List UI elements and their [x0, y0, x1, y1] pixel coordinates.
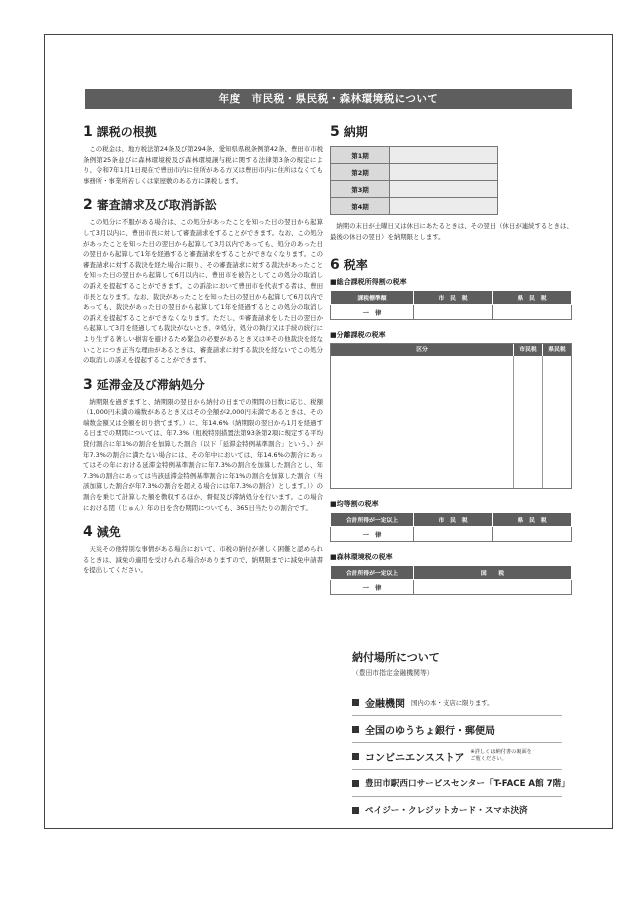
period-label: 第1期	[331, 147, 390, 164]
table-caption: ■均等割の税率	[330, 500, 379, 509]
payment-item	[352, 743, 562, 770]
table-caption: ■森林環境税の税率	[330, 553, 393, 562]
payment-item-label: 豊田市駅西口サービスセンター「T-FACE A館 7階」	[365, 779, 570, 789]
period-label: 第4期	[331, 198, 390, 215]
payment-item	[352, 716, 562, 743]
payment-period-table	[330, 146, 498, 215]
column-header: 市民税	[513, 344, 542, 356]
section-text: 天災その他特別な事情がある場合において、市税の納付が著しく困難と認められるときは、減免の適用を受けられる場合がありますので、納期限までに減免申請書を提出してください。	[83, 545, 323, 575]
payment-location-title: 納付場所について	[352, 651, 440, 664]
left-column	[83, 123, 323, 586]
section-payment-period	[330, 123, 574, 242]
period-value	[390, 147, 498, 164]
table-row	[331, 198, 498, 215]
payment-location-subtitle: （豊田市指定金融機関等）	[352, 669, 434, 677]
column-header: 区分	[416, 347, 428, 354]
document-sheet	[44, 34, 613, 829]
period-value	[390, 164, 498, 181]
table-row	[331, 527, 572, 542]
square-bullet-icon	[352, 807, 359, 814]
table-cell	[414, 580, 572, 595]
section-text: この税金は、地方税法第24条及び第294条、愛知県県税条例第42条、豊田市市税条例第25条並びに森林環境税及び森林環境譲与税に関する法律第3条の規定により、令和7年1月1日現在で豊田市内に住所がある方又は豊田市内に住所はなくても事務所・事業所若しくは家屋敷のある方に課税します。	[83, 145, 323, 185]
period-value	[390, 198, 498, 215]
payment-item-note: ※詳しくは納付書の裏面をご覧ください。	[470, 749, 532, 762]
payment-item	[352, 689, 562, 716]
section-heading: 1 課税の根拠	[83, 124, 157, 140]
table-row	[331, 580, 572, 595]
table-cell	[414, 527, 493, 542]
table-cell	[414, 305, 493, 320]
column-header: 課税標準額	[331, 291, 414, 305]
table-cell	[493, 527, 572, 542]
period-value	[390, 181, 498, 198]
square-bullet-icon	[352, 726, 359, 733]
payment-item-label: ペイジー・クレジットカード・スマホ決済	[365, 806, 528, 816]
separate-rate-table	[330, 343, 572, 489]
per-capita-rate-table	[330, 512, 572, 542]
section-late-fee	[83, 376, 323, 514]
column-header: 国 税	[414, 566, 572, 580]
section-text: 納期限を過ぎますと、納期限の翌日から納付の日までの期間の日数に応じ、税額（1,000円未満の端数があるとき又はその全額が2,000円未満であるときは、その端数金額又は全額を切り捨てます。）に、年14.6%（納期限の翌日から1月を経過する日までの期間については、年7.3%（租税特別措置法第93条第2項に規定する平均貸付割合に年1%の割合を加算した割合（以下「延滞金特例基準割合」という。）が年7.3%の割合に満たない場合には、その年中においては、年14.6%の割合にあってはその年における延滞金特例基準割合に年7.3%の割合を加算した割合とし、年7.3%の割合にあっては当該延滞金特例基準割合に年1%の割合を加算した割合（当該加算した割合が年7.3%の割合を超える場合には年7.3%の割合）とします。））の割合を乗じて計算した額を徴収するほか、督促及び滞納処分を行います。この場合における閏（じゅん）年の日を含む期間についても、365日当たりの割合です。	[83, 397, 323, 512]
section-heading: 6 税率	[330, 257, 368, 274]
income-rate-table	[330, 290, 572, 320]
payment-item-label: コンビニエンスストア	[365, 752, 465, 764]
period-label: 第2期	[331, 164, 390, 181]
column-header: 合計所得が一定以上	[331, 566, 414, 580]
table-row	[331, 305, 572, 320]
row-label: 一 律	[331, 527, 414, 542]
table-caption: ■総合課税所得割の税率	[330, 278, 407, 287]
section-heading: 3 延滞金及び滞納処分	[83, 376, 205, 393]
table-caption: ■分離課税の税率	[330, 331, 386, 340]
payment-item	[352, 797, 562, 823]
payment-period-note: 納期の末日が土曜日又は休日にあたるときは、その翌日（休日が連続するときは、最後の休日の翌日）を納期限とします。	[330, 222, 573, 241]
section-heading: 4 減免	[83, 524, 121, 541]
section-taxation-basis	[83, 123, 323, 186]
column-header: 市 民 税	[414, 513, 493, 527]
square-bullet-icon	[352, 780, 359, 787]
row-label: 一 律	[331, 580, 414, 595]
section-tax-rate	[330, 256, 574, 595]
section-heading: 5 納期	[330, 124, 368, 140]
column-header: 県 民 税	[493, 513, 572, 527]
column-header: 市 民 税	[414, 291, 493, 305]
table-cell	[493, 305, 572, 320]
table-cell	[513, 356, 542, 488]
payment-location	[352, 649, 570, 823]
payment-item	[352, 770, 570, 797]
column-header: 合計所得が一定以上	[331, 513, 414, 527]
period-label: 第3期	[331, 181, 390, 198]
section-text: この処分に不服がある場合は、この処分があったことを知った日の翌日から起算して3月以内に、豊田市長に対して審査請求をすることができます。なお、この処分があったことを知った日の翌日から起算して3月以内であっても、処分のあった日の翌日から起算して1年を経過すると審査請求をすることができなくなります。この審査請求に対する裁決を経た場合に限り、その審査請求に対する裁決があったことを知った日の翌日から起算して6月以内に、豊田市を被告としてこの処分の取消しの訴えを提起することができます。この訴訟において豊田市を代表する者は、豊田市長となります。なお、裁決があったことを知った日の翌日から起算して6月以内であっても、裁決があった日の翌日から起算して1年を経過するとこの処分の取消しの訴えを提起することができなくなります。ただし、①審査請求をした日の翌日から起算して3月を経過しても裁決がないとき、②処分、処分の執行又は手続の続行により生ずる著しい損害を避けるため緊急の必要があるとき又は③その他裁決を経ないことにつき正当な理由があるときは、審査請求に対する裁決を経ないでこの処分の取消しの訴えを提起することができます。	[83, 218, 324, 365]
column-header: 県 民 税	[493, 291, 572, 305]
payment-item-label: 金融機関	[365, 698, 405, 710]
section-reduction	[83, 523, 323, 576]
table-row	[331, 147, 498, 164]
payment-item-label: 全国のゆうちょ銀行・郵便局	[365, 725, 495, 737]
right-column	[330, 123, 574, 595]
forest-tax-rate-table	[330, 565, 572, 595]
column-header: 県民税	[542, 344, 571, 356]
row-label: 一 律	[331, 305, 414, 320]
table-cell	[331, 356, 513, 488]
payment-item-note: 国内の本・支店に限ります。	[411, 698, 494, 707]
section-appeal	[83, 196, 323, 365]
section-heading: 2 審査請求及び取消訴訟	[83, 197, 217, 214]
table-row	[331, 164, 498, 181]
square-bullet-icon	[352, 753, 359, 760]
table-row	[331, 181, 498, 198]
table-cell	[542, 356, 571, 488]
page-title: 年度 市民税・県民税・森林環境税について	[85, 89, 572, 109]
square-bullet-icon	[352, 699, 359, 706]
